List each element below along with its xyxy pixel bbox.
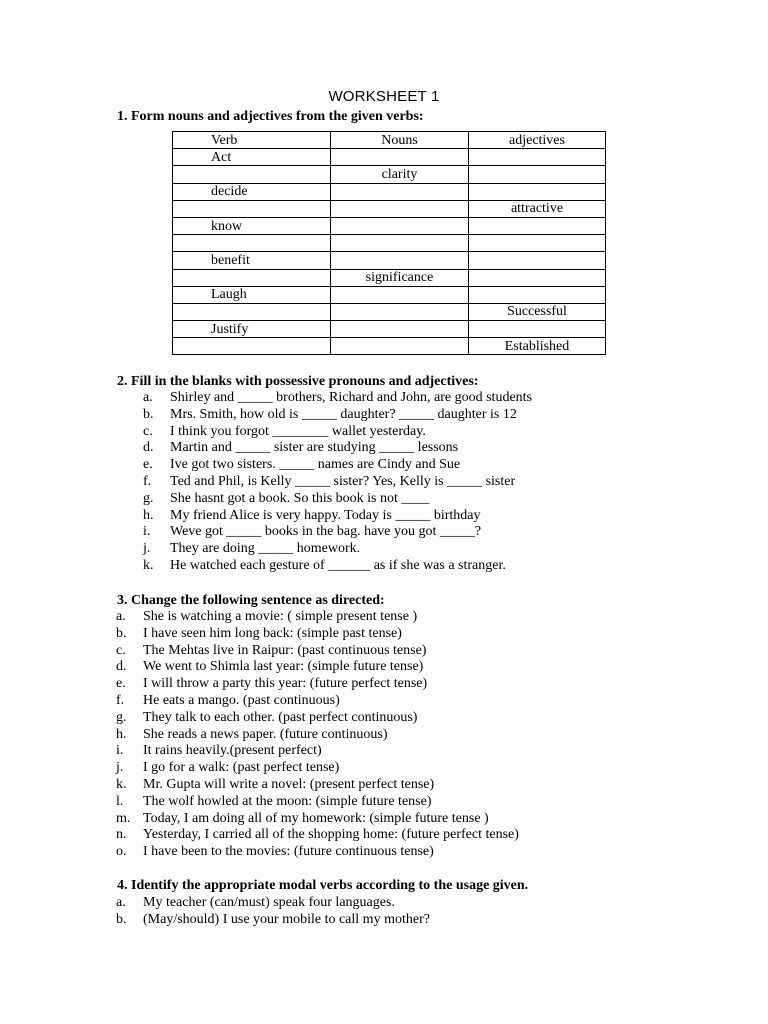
table-cell: attractive <box>469 200 606 217</box>
list-item-marker: l. <box>116 793 124 809</box>
list-item-text: We went to Shimla last year: (simple future tense) <box>143 659 424 675</box>
table-cell: significance <box>331 269 469 286</box>
list-item-text: Today, I am doing all of my homework: (simple future tense ) <box>143 810 489 826</box>
list-item-text: I have seen him long back: (simple past tense) <box>143 625 402 641</box>
list-item-text: Ive got two sisters. _____ names are Cindy and Sue <box>170 457 461 473</box>
list-item-text: Weve got _____ books in the bag. have you got _____? <box>170 524 482 540</box>
list-item-text: It rains heavily.(present perfect) <box>143 743 322 759</box>
list-item-text: Ted and Phil, is Kelly _____ sister? Yes, Kelly is _____ sister <box>170 473 516 489</box>
list-item-marker: a. <box>143 390 153 405</box>
list-item-text: He eats a mango. (past continuous) <box>143 692 340 708</box>
table-cell <box>331 149 469 166</box>
list-item-marker: n. <box>116 827 127 843</box>
table-cell <box>469 252 606 269</box>
table-row <box>173 338 606 355</box>
list-item-text: (May/should) I use your mobile to call my mother? <box>143 911 430 927</box>
table-cell <box>331 321 469 338</box>
list-item-marker: g. <box>116 709 127 725</box>
table-cell <box>173 269 331 286</box>
table-cell: Successful <box>469 303 606 320</box>
list-item-text: My teacher (can/must) speak four languages. <box>143 895 395 910</box>
table-header-cell: adjectives <box>469 132 606 149</box>
table-row <box>173 217 606 234</box>
list-item-marker: f. <box>143 473 152 489</box>
list-item-marker: i. <box>116 743 124 759</box>
list-item-marker: k. <box>116 776 127 792</box>
table-header-row <box>173 132 606 149</box>
table-row <box>173 166 606 183</box>
list-item-marker: b. <box>116 625 127 641</box>
list-item-text: I will throw a party this year: (future perfect tense) <box>143 676 428 692</box>
word-forms-table <box>172 131 606 355</box>
list-item-text: I go for a walk: (past perfect tense) <box>143 760 340 776</box>
table-cell <box>331 252 469 269</box>
table-row <box>173 183 606 200</box>
table-cell <box>469 149 606 166</box>
table-cell: benefit <box>173 252 331 269</box>
table-cell <box>469 183 606 200</box>
list-item-marker: a. <box>116 895 126 910</box>
table-header-cell: Verb <box>173 132 331 149</box>
table-cell: Established <box>469 338 606 355</box>
page-title: WORKSHEET 1 <box>328 88 440 105</box>
table-cell <box>173 235 331 252</box>
table-cell <box>331 235 469 252</box>
list-item-marker: j. <box>116 760 124 776</box>
section2-heading: 2. Fill in the blanks with possessive pronouns and adjectives: <box>117 374 479 389</box>
table-cell <box>173 200 331 217</box>
list-item-text: He watched each gesture of ______ as if she was a stranger. <box>170 557 506 573</box>
list-item-marker: d. <box>116 659 127 675</box>
list-item-marker: m. <box>116 810 131 826</box>
list-item-marker: k. <box>143 557 154 573</box>
list-item-marker: g. <box>143 490 154 506</box>
table-cell <box>469 235 606 252</box>
list-item-marker: f. <box>116 692 125 708</box>
table-cell <box>331 217 469 234</box>
table-cell <box>469 321 606 338</box>
table-cell: Justify <box>173 321 331 338</box>
list-item-text: I have been to the movies: (future continuous tense) <box>143 844 434 860</box>
list-item-marker: e. <box>143 457 153 473</box>
table-row <box>173 149 606 166</box>
table-cell: clarity <box>331 166 469 183</box>
list-item-marker: o. <box>116 844 127 860</box>
table-cell <box>173 166 331 183</box>
list-item-text: I think you forgot ________ wallet yesterday. <box>170 423 426 439</box>
table-cell <box>331 286 469 303</box>
list-item-text: They are doing _____ homework. <box>170 541 361 557</box>
list-item-text: Mr. Gupta will write a novel: (present perfect tense) <box>143 776 435 792</box>
table-row <box>173 252 606 269</box>
table-header-cell: Nouns <box>331 132 469 149</box>
list-item-text: Shirley and _____ brothers, Richard and John, are good students <box>170 390 532 405</box>
list-item-marker: c. <box>116 642 126 658</box>
list-item-text: Martin and _____ sister are studying _____ lessons <box>170 440 459 456</box>
table-row <box>173 269 606 286</box>
table-cell <box>331 183 469 200</box>
table-row <box>173 235 606 252</box>
section3-heading: 3. Change the following sentence as directed: <box>117 593 385 608</box>
list-item-marker: j. <box>143 541 151 557</box>
table-cell <box>173 303 331 320</box>
table-cell: Act <box>173 149 331 166</box>
table-cell <box>331 303 469 320</box>
table-cell <box>331 338 469 355</box>
table-cell <box>469 166 606 183</box>
section1-heading: 1. Form nouns and adjectives from the given verbs: <box>117 109 424 124</box>
list-item-text: Yesterday, I carried all of the shopping home: (future perfect tense) <box>143 827 519 843</box>
list-item-text: She hasnt got a book. So this book is not ____ <box>170 490 430 506</box>
list-item-text: The wolf howled at the moon: (simple future tense) <box>143 793 432 809</box>
list-item-marker: i. <box>143 524 151 540</box>
list-item-marker: b. <box>143 406 154 422</box>
table-cell <box>469 286 606 303</box>
table-cell: Laugh <box>173 286 331 303</box>
list-item-text: The Mehtas live in Raipur: (past continuous tense) <box>143 642 427 658</box>
table-row <box>173 200 606 217</box>
table-cell: decide <box>173 183 331 200</box>
list-item-marker: e. <box>116 676 126 692</box>
list-item-marker: h. <box>116 726 127 742</box>
list-item-text: Mrs. Smith, how old is _____ daughter? _____ daughter is 12 <box>170 406 517 422</box>
section4-heading: 4. Identify the appropriate modal verbs according to the usage given. <box>117 878 529 893</box>
list-item-text: She reads a news paper. (future continuous) <box>143 726 388 742</box>
list-item-text: They talk to each other. (past perfect continuous) <box>143 709 418 725</box>
list-item-text: My friend Alice is very happy. Today is _____ birthday <box>170 507 481 523</box>
list-item-marker: c. <box>143 423 153 439</box>
table-row <box>173 286 606 303</box>
table-cell <box>331 200 469 217</box>
list-item-marker: a. <box>116 609 126 624</box>
list-item-marker: h. <box>143 507 154 523</box>
table-row <box>173 303 606 320</box>
table-cell <box>469 269 606 286</box>
list-item-text: She is watching a movie: ( simple present tense ) <box>143 609 418 624</box>
table-row <box>173 321 606 338</box>
table-cell: know <box>173 217 331 234</box>
list-item-marker: b. <box>116 911 127 927</box>
table-cell <box>173 338 331 355</box>
list-item-marker: d. <box>143 440 154 456</box>
table-cell <box>469 217 606 234</box>
